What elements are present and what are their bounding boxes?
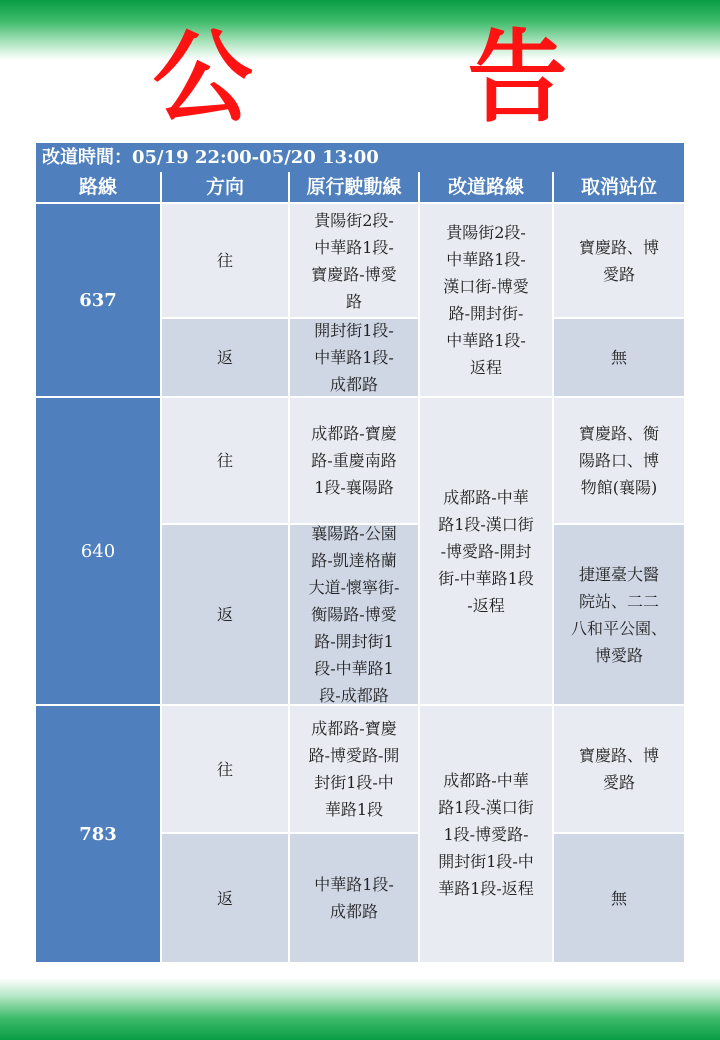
route-number-637: 637 [36, 204, 160, 396]
header-detour-route: 改道路線 [420, 172, 552, 202]
cancelled-stops-outbound: 寶慶路、博 愛路 [554, 706, 684, 832]
direction-inbound: 返 [162, 319, 288, 396]
direction-inbound: 返 [162, 834, 288, 962]
original-route-inbound: 開封街1段- 中華路1段- 成都路 [290, 319, 418, 396]
notice-title: 公 告 [152, 19, 658, 136]
cancelled-stops-outbound: 寶慶路、博 愛路 [554, 204, 684, 317]
cancelled-stops-inbound: 無 [554, 319, 684, 396]
detour-route: 成都路-中華 路1段-漢口街 1段-博愛路- 開封街1段-中 華路1段-返程 [420, 706, 552, 962]
bottom-green-band [0, 978, 720, 1040]
original-route-outbound: 成都路-寶慶 路-博愛路-開 封街1段-中 華路1段 [290, 706, 418, 832]
header-original-route: 原行駛動線 [290, 172, 418, 202]
route-number-640: 640 [36, 398, 160, 704]
original-route-inbound: 襄陽路-公園 路-凱達格蘭 大道-懷寧街- 衡陽路-博愛 路-開封街1 段-中華路1 段-成都路 [290, 525, 418, 704]
direction-inbound: 返 [162, 525, 288, 704]
cancelled-stops-outbound: 寶慶路、衡 陽路口、博 物館(襄陽) [554, 398, 684, 523]
detour-route: 成都路-中華 路1段-漢口街 -博愛路-開封 街-中華路1段 -返程 [420, 398, 552, 704]
header-cancelled-stops: 取消站位 [554, 172, 684, 202]
direction-outbound: 往 [162, 398, 288, 523]
original-route-inbound: 中華路1段- 成都路 [290, 834, 418, 962]
direction-outbound: 往 [162, 204, 288, 317]
original-route-outbound: 貴陽街2段- 中華路1段- 寶慶路-博愛 路 [290, 204, 418, 317]
direction-outbound: 往 [162, 706, 288, 832]
original-route-outbound: 成都路-寶慶 路-重慶南路 1段-襄陽路 [290, 398, 418, 523]
header-direction: 方向 [162, 172, 288, 202]
cancelled-stops-inbound: 無 [554, 834, 684, 962]
detour-route: 貴陽街2段- 中華路1段- 漢口街-博愛 路-開封街- 中華路1段- 返程 [420, 204, 552, 396]
cancelled-stops-inbound: 捷運臺大醫 院站、二二 八和平公園、 博愛路 [554, 525, 684, 704]
header-route: 路線 [36, 172, 160, 202]
route-number-783: 783 [36, 706, 160, 962]
detour-time-banner: 改道時間：05/19 22:00-05/20 13:00 [36, 143, 684, 172]
